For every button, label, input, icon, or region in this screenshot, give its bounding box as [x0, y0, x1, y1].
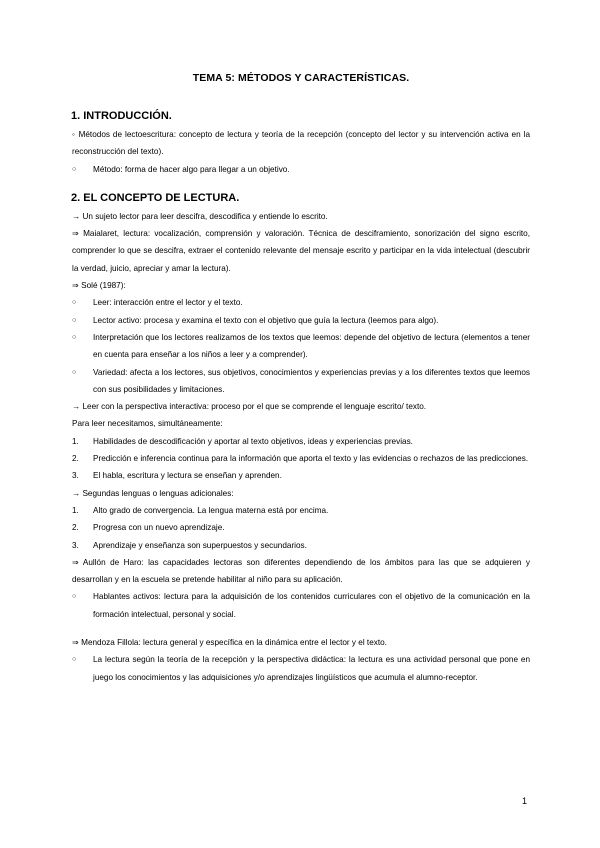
list-item-text: La lectura según la teoría de la recepción y la perspectiva didáctica: la lectura es una actividad personal que pone en juego los conocimientos y las adquisiciones y/o aprendizajes lingüísticos que acumula el alumno-receptor. — [93, 655, 530, 682]
bullet-icon: ○ — [72, 165, 77, 173]
list-item — [72, 537, 530, 554]
list-item-text: Alto grado de convergencia. La lengua materna está por encima. — [93, 505, 329, 515]
list-number: 1. — [72, 505, 79, 515]
section-heading-introduccion: 1. INTRODUCCIÓN. — [71, 110, 172, 122]
list-item — [72, 294, 530, 311]
list-item-text: Aprendizaje y enseñanza son superpuestos y secundarios. — [93, 540, 307, 550]
list-item — [72, 467, 530, 484]
list-item — [72, 651, 530, 686]
list-number: 3. — [72, 540, 79, 550]
bullet-icon: ○ — [72, 299, 77, 307]
list-item-text: Método: forma de hacer algo para llegar a un objetivo. — [93, 164, 290, 174]
page-number: 1 — [522, 796, 528, 806]
paragraph: ⇒ Solé (1987): — [72, 281, 126, 291]
list-item-text: Lector activo: procesa y examina el texto con el objetivo que guía la lectura (leemos para algo). — [93, 315, 439, 325]
list-item-text: Variedad: afecta a los lectores, sus objetivos, conocimientos y experiencias previas y a los diferentes textos que leemos con sus posibilidades y limitaciones. — [93, 367, 530, 394]
list-item — [72, 502, 530, 519]
bullet-icon: ○ — [72, 333, 77, 341]
list-number: 1. — [72, 436, 79, 446]
paragraph: → Un sujeto lector para leer descifra, descodifica y entiende lo escrito. — [72, 211, 328, 221]
list-item-text: Leer: interacción entre el lector y el texto. — [93, 298, 243, 308]
list-item-text: El habla, escritura y lectura se enseñan y aprenden. — [93, 471, 282, 481]
paragraph: ◦ Métodos de lectoescritura: concepto de lectura y teoría de la recepción (concepto del lector y su intervención activa en la reconstrucción del texto). — [72, 130, 530, 157]
paragraph: ⇒ Mendoza Fillola: lectura general y específica en la dinámica entre el lector y el texto. — [72, 638, 387, 648]
list-number: 3. — [72, 471, 79, 481]
list-item — [72, 161, 530, 178]
list-item — [72, 329, 530, 364]
bullet-icon: ○ — [72, 656, 77, 664]
list-item — [72, 433, 530, 450]
paragraph: ⇒ Maialaret, lectura: vocalización, comprensión y valoración. Técnica de desciframiento, sonorización del signo escrito, comprender lo que se descifra, extraer el contenido relevante del mensaje escrito y participar en la vida intelectual (descubrir la verdad, juicio, apreciar y amar la lectura). — [72, 229, 530, 273]
section-heading-concepto-lectura: 2. EL CONCEPTO DE LECTURA. — [71, 191, 240, 204]
list-item-text: Predicción e inferencia continua para la información que aporta el texto y las evidencias o rechazos de las predicciones. — [93, 454, 529, 464]
list-item-text: Interpretación que los lectores realizamos de los textos que leemos: depende del objetivo de lectura (elementos a tener en cuenta para enseñar a los niños a leer y a comprender). — [93, 332, 530, 360]
paragraph: → Segundas lenguas o lenguas adicionales: — [72, 488, 234, 498]
list-item — [72, 450, 530, 467]
bullet-icon: ○ — [72, 368, 77, 376]
paragraph: → Leer con la perspectiva interactiva: proceso por el que se comprende el lenguaje escrito/ texto. — [72, 402, 427, 412]
list-item — [72, 519, 530, 536]
paragraph: Para leer necesitamos, simultáneamente: — [72, 419, 223, 429]
bullet-icon: ○ — [72, 593, 77, 601]
document-page — [72, 72, 530, 686]
list-number: 2. — [72, 523, 79, 533]
bullet-icon: ○ — [72, 316, 77, 324]
list-number: 2. — [72, 454, 79, 464]
paragraph: ⇒ Aullón de Haro: las capacidades lectoras son diferentes dependiendo de los ámbitos para las que se adquieren y desarrollan y en la escuela se pretende habilitar al niño para su aplicación. — [72, 557, 530, 585]
list-item — [72, 312, 530, 329]
document-title: TEMA 5: MÉTODOS Y CARACTERÍSTICAS. — [192, 72, 410, 84]
list-item-text: Progresa con un nuevo aprendizaje. — [93, 523, 225, 533]
list-item-text: Habilidades de descodificación y aportar al texto objetivos, ideas y experiencias previas. — [93, 436, 413, 446]
list-item — [72, 588, 530, 623]
list-item-text: Hablantes activos: lectura para la adquisición de los contenidos curriculares con el objetivo de la comunicación en la formación intelectual, personal y social. — [93, 592, 530, 619]
list-item — [72, 364, 530, 399]
